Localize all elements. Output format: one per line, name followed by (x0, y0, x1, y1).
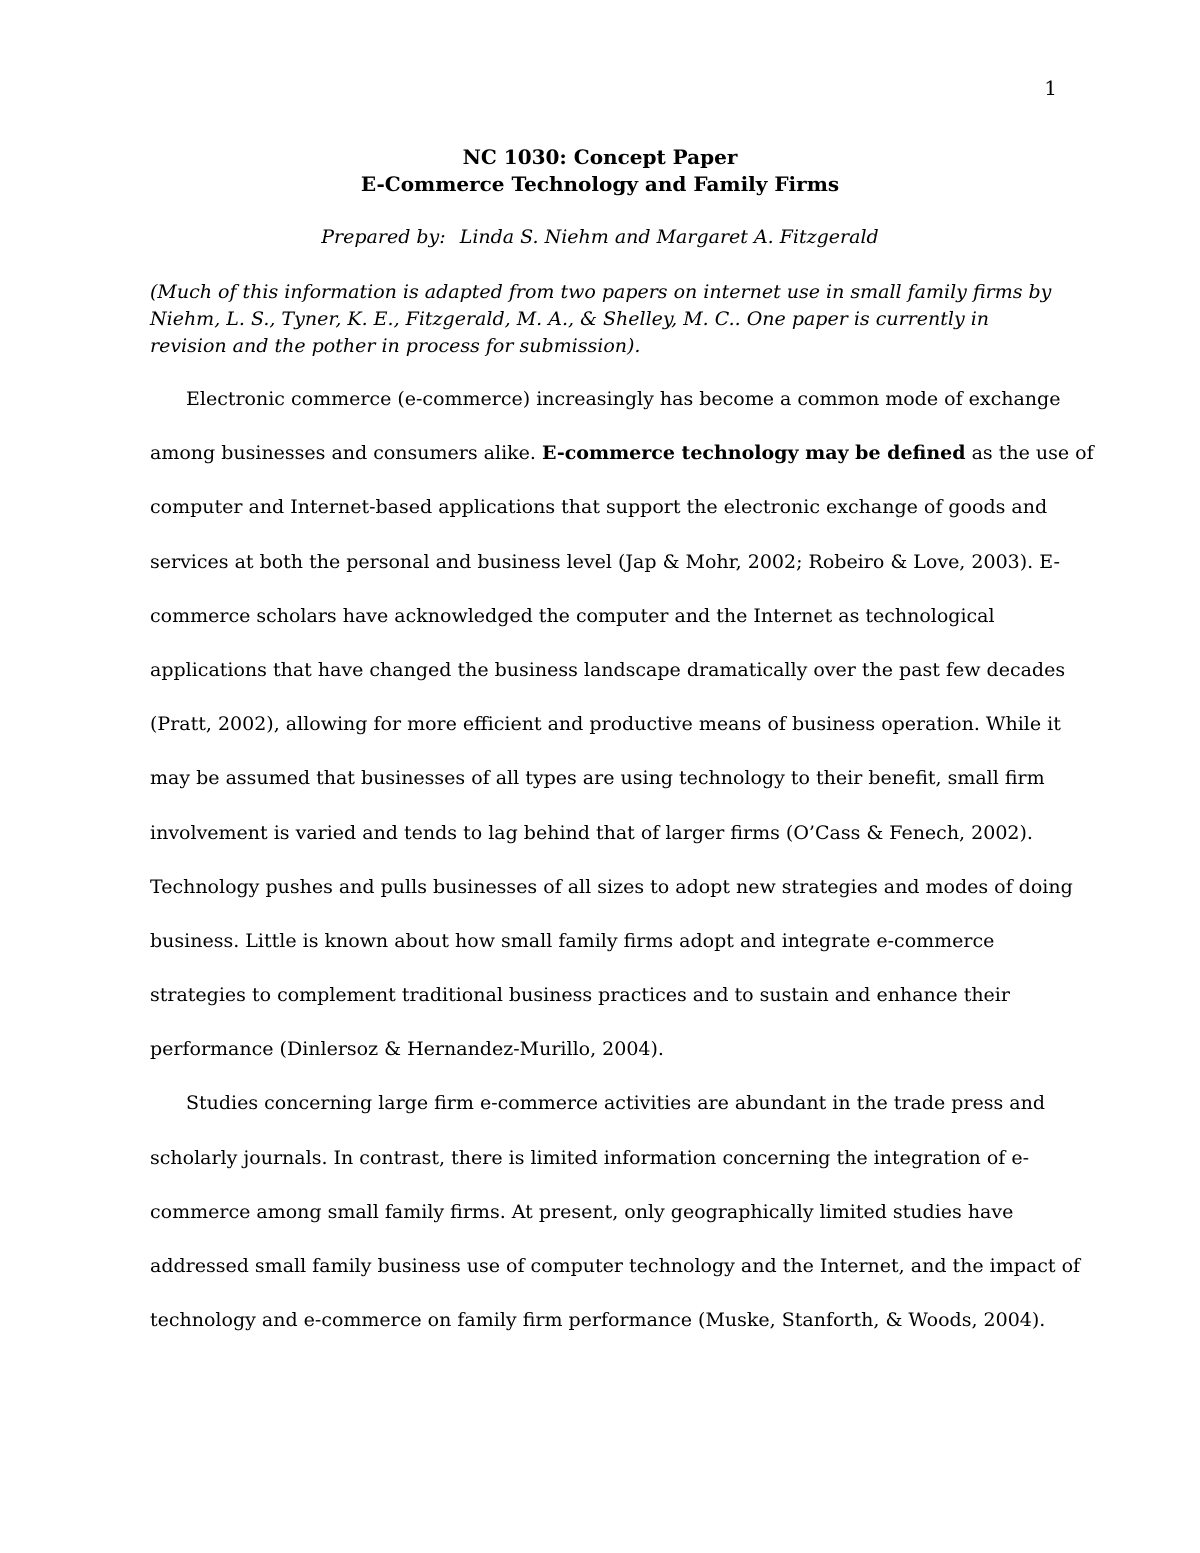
title-line-2: E-Commerce Technology and Family Firms (360, 172, 840, 196)
text-line (150, 434, 1094, 488)
text-line: involvement is varied and tends to lag behind that of larger firms (O’Cass & Fenech, 2002). (150, 821, 1033, 844)
text-line: (Pratt, 2002), allowing for more efficient and productive means of business operation. While it (150, 713, 1061, 736)
text-line: Studies concerning large firm e-commerce activities are abundant in the trade press and (186, 1092, 1046, 1115)
prepared-by-authors: Linda S. Niehm and Margaret A. Fitzgerald (459, 226, 879, 248)
document-title (0, 144, 1200, 198)
prepared-by (0, 226, 1200, 248)
note-line: (Much of this information is adapted from two papers on internet use in small family firms by (150, 281, 1052, 303)
text-line: may be assumed that businesses of all types are using technology to their benefit, small firm (150, 767, 1045, 790)
note-line: revision and the pother in process for submission). (150, 335, 641, 357)
paragraph-2 (150, 1084, 1081, 1355)
text-line: strategies to complement traditional business practices and to sustain and enhance their (150, 984, 1010, 1007)
text-line: commerce among small family firms. At present, only geographically limited studies have (150, 1200, 1014, 1223)
title-line-1: NC 1030: Concept Paper (462, 145, 738, 169)
body-text (150, 380, 1094, 1355)
source-note (150, 279, 1050, 360)
text-line: Technology pushes and pulls businesses of all sizes to adopt new strategies and modes of doing (150, 875, 1073, 898)
definition-emphasis: E-commerce technology may be defined (542, 442, 966, 465)
text-line: applications that have changed the business landscape dramatically over the past few decades (150, 658, 1066, 681)
text-line: commerce scholars have acknowledged the computer and the Internet as technological (150, 604, 995, 627)
text-line: computer and Internet-based applications that support the electronic exchange of goods and (150, 496, 1048, 519)
text-line: Electronic commerce (e-commerce) increasingly has become a common mode of exchange (186, 388, 1061, 410)
text-line: technology and e-commerce on family firm performance (Muske, Stanforth, & Woods, 2004). (150, 1309, 1046, 1332)
prepared-by-label: Prepared by: (321, 226, 446, 248)
note-line: Niehm, L. S., Tyner, K. E., Fitzgerald, M. A., & Shelley, M. C.. One paper is currently in (150, 308, 990, 330)
page-number: 1 (1044, 76, 1057, 100)
text-line: scholarly journals. In contrast, there is limited information concerning the integration of e- (150, 1146, 1030, 1169)
text-line: addressed small family business use of computer technology and the Internet, and the impact of (150, 1255, 1081, 1277)
text-line: services at both the personal and business level (Jap & Mohr, 2002; Robeiro & Love, 2003). E- (150, 550, 1060, 573)
text-span: as the use of (965, 442, 1094, 465)
paragraph-1 (150, 380, 1094, 1084)
text-span: among businesses and consumers alike. (150, 442, 542, 465)
text-line: business. Little is known about how small family firms adopt and integrate e-commerce (150, 929, 995, 952)
text-line: performance (Dinlersoz & Hernandez-Murillo, 2004). (150, 1038, 664, 1061)
